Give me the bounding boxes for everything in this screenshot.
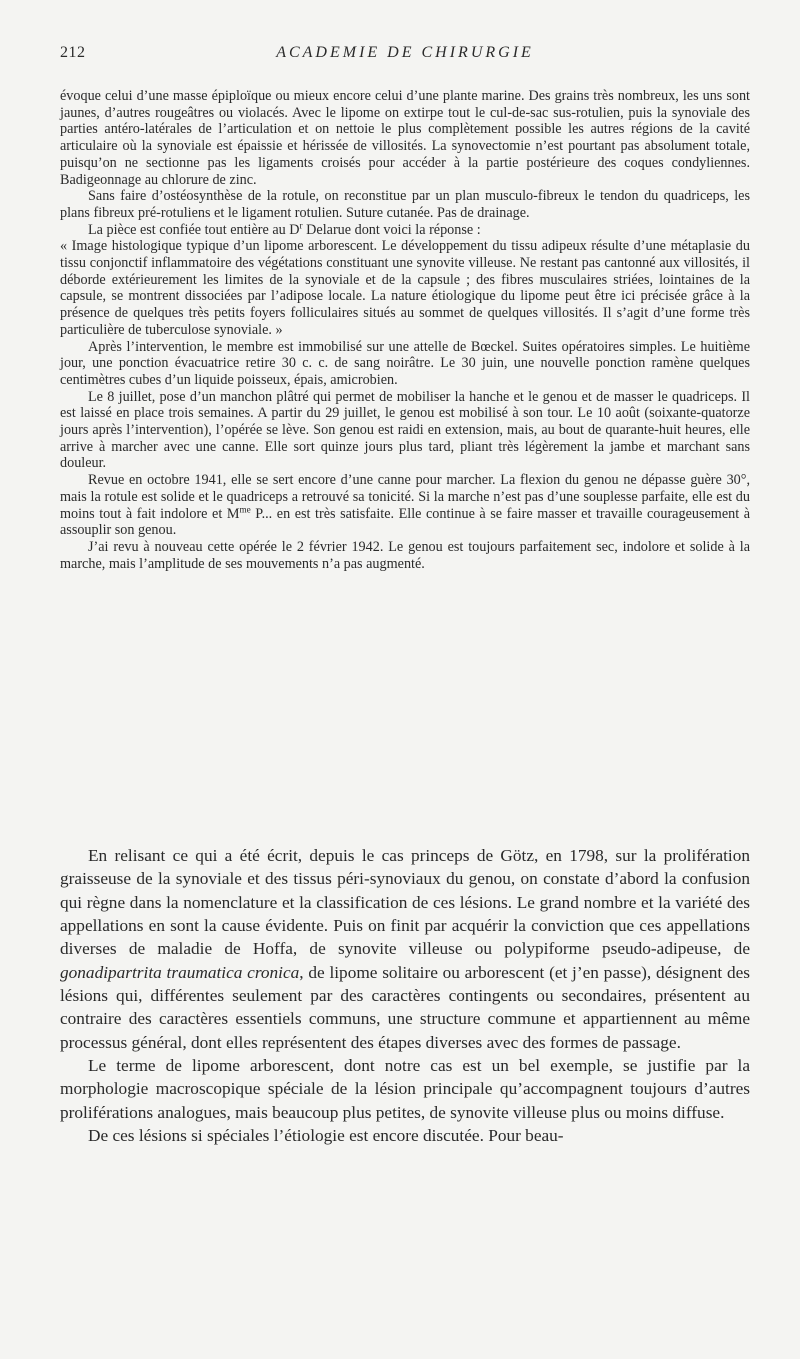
italic-term: gonadipartrita traumatica cronica: [60, 962, 300, 982]
page-number: 212: [60, 44, 86, 61]
text-run: , de lipome solitaire ou arborescent (et j’en passe), désignent des lésions qui, différentes seulement par des caractères contingents ou secondaires, présentent au contraire des caractères essentiels communs, une structure commune et appartiennent au même processus général, dont elles représentent des étapes diverses avec des formes de passage.: [60, 962, 750, 1052]
paragraph: [60, 472, 750, 539]
paragraph: De ces lésions si spéciales l’étiologie est encore discutée. Pour beau-: [88, 1126, 564, 1146]
paragraph: Après l’intervention, le membre est immobilisé sur une attelle de Bœckel. Suites opératoires simples. Le huitième jour, une ponction évacuatrice retire 30 c. c. de sang noirâtre. Le 30 juin, une nouvelle ponction ramène quelques centimètres cubes d’un liquide poisseux, épais, amicrobien.: [60, 338, 750, 388]
running-title: ACADEMIE DE CHIRURGIE: [276, 44, 534, 61]
large-text-block: [60, 844, 750, 1147]
paragraph: J’ai revu à nouveau cette opérée le 2 février 1942. Le genou est toujours parfaitement sec, indolore et solide à la marche, mais l’amplitude de ses mouvements n’a pas augmenté.: [60, 538, 750, 572]
paragraph: Le terme de lipome arborescent, dont notre cas est un bel exemple, se justifie par la morphologie macroscopique spéciale de la lésion principale qu’accompagnent toujours d’autres proliférations analogues, mais beaucoup plus petites, de synovite villeuse plus ou moins diffuse.: [60, 1056, 750, 1122]
text-run: En relisant ce qui a été écrit, depuis le cas princeps de Götz, en 1798, sur la prolifération graisseuse de la synoviale et des tissus péri-synoviaux du genou, on constate d’abord la confusion qui règne dans la nomenclature et la classification de ces lésions. Le grand nombre et la variété des appellations en sont la cause évidente. Puis on finit par acquérir la conviction que ces appellations diverses de maladie de Hoffa, de synovite villeuse ou polypiforme pseudo-adipeuse, de: [60, 846, 750, 959]
text-run: Delarue dont voici la réponse :: [302, 221, 481, 238]
text-run: P... en est très satisfaite. Elle continue à se faire masser et travaille courageusement à assouplir son genou.: [60, 505, 751, 539]
small-text-block: [60, 88, 750, 572]
quotation-paragraph: « Image histologique typique d’un lipome arborescent. Le développement du tissu adipeux résulte d’une métaplasie du tissu conjonctif inflammatoire des végétations constituant une synovite villeuse. Ne restant pas cantonné aux villosités, il déborde extérieurement les limites de la synoviale et de la capsule ; des fibres musculaires striées, lointaines de la capsule, se montrent dissociées par l’adipose locale. La nature étiologique du lipome peut être ici précisée grâce à la présence de quelques très petits foyers folliculaires situés au sommet de quelques villosités. Il s’agit d’une forme très particulière de tuberculose synoviale. »: [60, 238, 750, 338]
superscript: me: [239, 503, 251, 514]
paragraph: [60, 219, 750, 239]
superscript: r: [299, 219, 303, 230]
text-run: Revue en octobre 1941, elle se sert encore d’une canne pour marcher. La flexion du genou ne dépasse guère 30°, mais la rotule est solide et le quadriceps a retrouvé sa tonicité. Si la marche n’est pas d’une souplesse parfaite, elle est du moins tout à fait indolore et M: [60, 472, 750, 522]
paragraph: [60, 844, 750, 1054]
page-header: [60, 44, 750, 68]
paragraph: Le 8 juillet, pose d’un manchon plâtré qui permet de mobiliser la hanche et le genou et de masser le quadriceps. Il est laissé en place trois semaines. A partir du 29 juillet, le genou est mobilisé à son tour. Le 10 août (soixante-quatorze jours après l’intervention), l’opérée se lève. Son genou est raidi en extension, mais, au bout de quarante-huit heures, elle arrive à marcher avec une canne. Elle sort quinze jours plus tard, pliant très légèrement la jambe et marchant sans douleur.: [60, 388, 750, 472]
paragraph: évoque celui d’une masse épiploïque ou mieux encore celui d’une plante marine. Des grains très nombreux, les uns sont jaunes, d’autres rougeâtres ou violacés. Avec le lipome on extirpe tout le cul-de-sac sus-rotulien, puis la synoviale des parties antéro-latérales de l’articulation et on nettoie le plus complètement possible les autres régions de la cavité articulaire où la synoviale est épaissie et hérissée de villosités. La synovectomie n’est pourtant pas absolument totale, puisqu’on ne sectionne pas les ligaments croisés pour accéder à la partie postérieure des coques condyliennes. Badigeonnage au chlorure de zinc.: [60, 88, 750, 188]
paragraph: Sans faire d’ostéosynthèse de la rotule, on reconstitue par un plan musculo-fibreux le tendon du quadriceps, les plans fibreux pré-rotuliens et le ligament rotulien. Suture cutanée. Pas de drainage.: [60, 188, 750, 221]
text-run: La pièce est confiée tout entière au D: [88, 221, 300, 238]
